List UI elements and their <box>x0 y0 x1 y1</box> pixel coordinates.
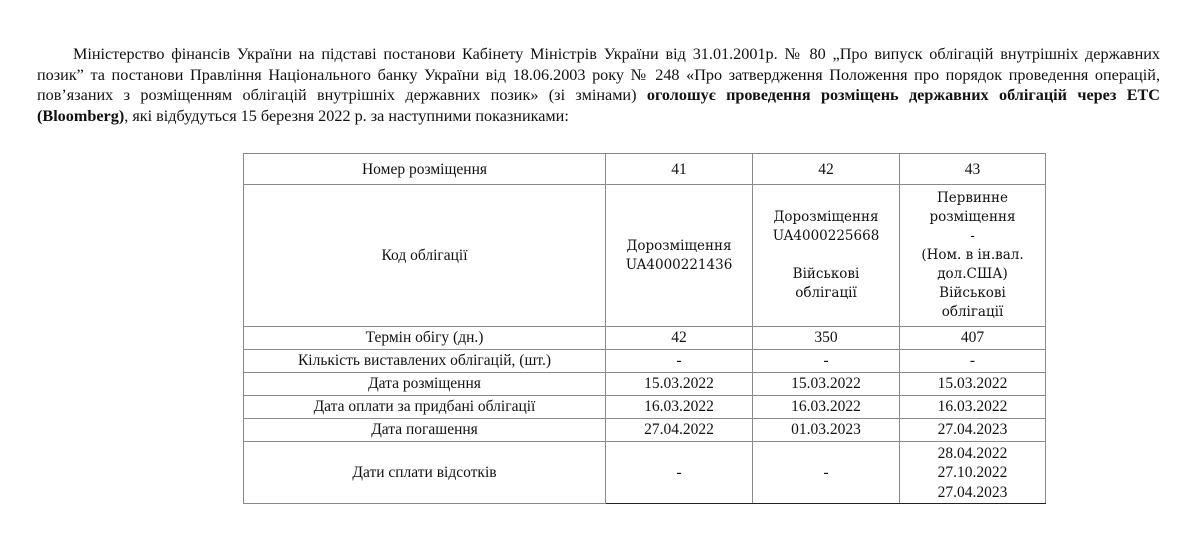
cell-value: 27.04.2022 <box>606 419 753 442</box>
row-label: Дата розміщення <box>244 373 606 396</box>
cell-value: - <box>753 350 900 373</box>
cell-value: - <box>900 350 1046 373</box>
cell-value: 42 <box>606 327 753 350</box>
table-row-placement-date <box>244 373 1046 396</box>
cell-value: 16.03.2022 <box>753 396 900 419</box>
cell-value: - <box>606 350 753 373</box>
cell-value: 16.03.2022 <box>900 396 1046 419</box>
row-label: Термін обігу (дн.) <box>244 327 606 350</box>
announcement-part1: Міністерство фінансів України на підставі постанови Кабінету Міністрів України від 31.01.2001р. № 80 „Про випуск облігацій внутрішніх державних позик” та постанови Правління Національного банку України від 18.06.2003 року № 248 «Про затвердження Положення про порядок проведення операцій, пов’язаних з розміщенням облігацій внутрішніх державних позик» (зі змінами) <box>37 45 1160 104</box>
table-row-quantity <box>244 350 1046 373</box>
cell-value: 43 <box>900 154 1046 185</box>
row-label: Номер розміщення <box>244 154 606 185</box>
cell-value: 42 <box>753 154 900 185</box>
row-label: Код облігації <box>244 185 606 327</box>
cell-bond-code-43: Первинне розміщення - (Ном. в ін.вал. дол.США) Військові облігації <box>900 185 1046 327</box>
cell-value: 41 <box>606 154 753 185</box>
table-row-term <box>244 327 1046 350</box>
row-label: Кількість виставлених облігацій, (шт.) <box>244 350 606 373</box>
table-row-placement-number <box>244 154 1046 185</box>
cell-value: 350 <box>753 327 900 350</box>
row-label: Дата погашення <box>244 419 606 442</box>
announcement-bold: оголошує проведення розміщень державних облігацій через ЕТС (Bloomberg) <box>37 86 1160 125</box>
cell-value: 15.03.2022 <box>900 373 1046 396</box>
cell-bond-code-41: Дорозміщення UA4000221436 <box>606 185 753 327</box>
table-row-payment-date <box>244 396 1046 419</box>
cell-value: 15.03.2022 <box>606 373 753 396</box>
cell-value: - <box>606 442 753 504</box>
cell-value: 16.03.2022 <box>606 396 753 419</box>
cell-interest-dates-43: 28.04.2022 27.10.2022 27.04.2023 <box>900 442 1046 504</box>
announcement-part2: , які відбудуться 15 березня 2022 р. за наступними показниками: <box>124 106 569 125</box>
cell-bond-code-42: Дорозміщення UA4000225668 Військові облігації <box>753 185 900 327</box>
announcement-text <box>37 44 1160 126</box>
announcement-paragraph <box>37 44 1160 126</box>
row-label: Дата оплати за придбані облігації <box>244 396 606 419</box>
bond-placement-table <box>243 153 1046 504</box>
cell-value: 15.03.2022 <box>753 373 900 396</box>
cell-value: 01.03.2023 <box>753 419 900 442</box>
table-row-maturity-date <box>244 419 1046 442</box>
table-row-interest-dates <box>244 442 1046 504</box>
table-row-bond-code <box>244 185 1046 327</box>
row-label: Дати сплати відсотків <box>244 442 606 504</box>
cell-value: - <box>753 442 900 504</box>
cell-value: 407 <box>900 327 1046 350</box>
cell-value: 27.04.2023 <box>900 419 1046 442</box>
